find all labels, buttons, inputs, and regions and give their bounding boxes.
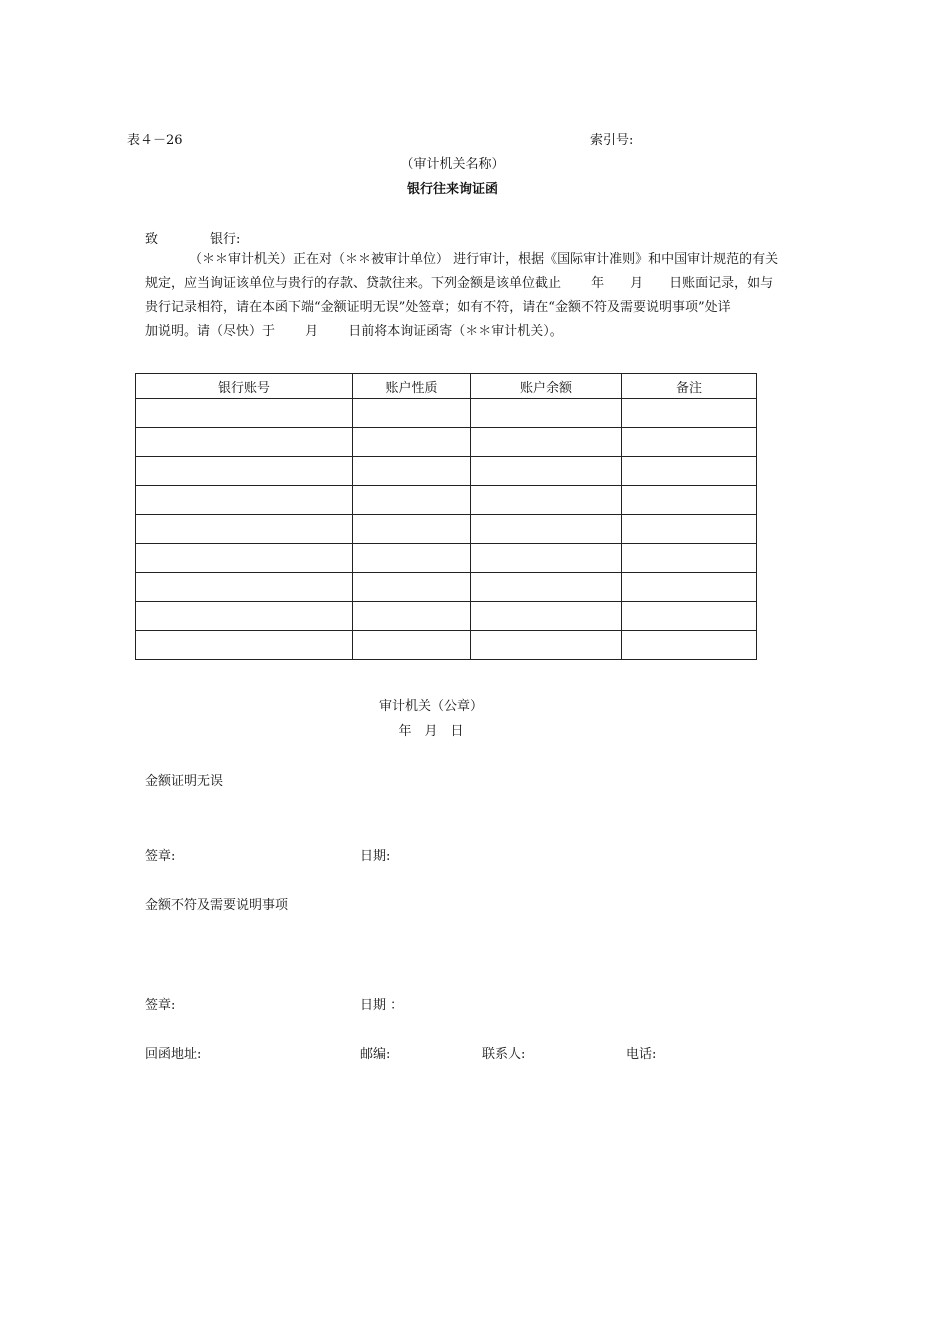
table-cell[interactable] <box>622 428 757 457</box>
table-cell[interactable] <box>353 602 471 631</box>
index-label: 索引号: <box>590 133 634 148</box>
body-line: 加说明。请（尽快）于 月 日前将本询证函寄（＊＊审计机关）。 <box>145 324 563 339</box>
table-cell[interactable] <box>622 573 757 602</box>
table-cell[interactable] <box>136 544 353 573</box>
table-cell[interactable] <box>622 544 757 573</box>
column-header-remarks: 备注 <box>622 374 757 399</box>
body-line: 规定，应当询证该单位与贵行的存款、贷款往来。下列金额是该单位截止 年 月 日账面记录，如与 <box>145 276 774 291</box>
table-cell[interactable] <box>353 457 471 486</box>
reply-address: 回函地址: <box>145 1047 202 1062</box>
table-row <box>136 573 757 602</box>
confirm-diff-label: 金额不符及需要说明事项 <box>145 898 289 913</box>
table-cell[interactable] <box>471 573 622 602</box>
table-cell[interactable] <box>622 399 757 428</box>
confirm-ok-date: 日期: <box>360 849 391 864</box>
confirm-ok-sign: 签章: <box>145 849 176 864</box>
phone: 电话: <box>626 1047 657 1062</box>
seal-date: 年 月 日 <box>398 724 464 739</box>
table-cell[interactable] <box>471 428 622 457</box>
table-cell[interactable] <box>471 631 622 660</box>
table-row <box>136 602 757 631</box>
account-table <box>135 373 757 660</box>
form-number: 表４－26 <box>127 133 183 148</box>
confirm-diff-date: 日期 ： <box>360 998 404 1013</box>
table-cell[interactable] <box>136 457 353 486</box>
table-cell[interactable] <box>471 515 622 544</box>
table-cell[interactable] <box>471 544 622 573</box>
table-cell[interactable] <box>136 428 353 457</box>
table-cell[interactable] <box>136 515 353 544</box>
table-cell[interactable] <box>622 457 757 486</box>
table-cell[interactable] <box>136 631 353 660</box>
org-name: （审计机关名称） <box>400 157 505 172</box>
salutation-to: 致 <box>145 232 159 247</box>
table-row <box>136 399 757 428</box>
body-line: 贵行记录相符，请在本函下端“金额证明无误”处签章；如有不符，请在“金额不符及需要说明事项”处详 <box>145 300 731 315</box>
table-cell[interactable] <box>136 399 353 428</box>
page-title: 银行往来询证函 <box>406 182 498 197</box>
postcode: 邮编: <box>360 1047 391 1062</box>
table-cell[interactable] <box>136 573 353 602</box>
table-row <box>136 428 757 457</box>
table-cell[interactable] <box>136 602 353 631</box>
table-cell[interactable] <box>353 544 471 573</box>
table-cell[interactable] <box>471 486 622 515</box>
table-row <box>136 457 757 486</box>
table-row <box>136 544 757 573</box>
table-row <box>136 631 757 660</box>
table-cell[interactable] <box>471 602 622 631</box>
salutation-bank: 银行: <box>210 232 241 247</box>
table-cell[interactable] <box>353 515 471 544</box>
body-line: （＊＊审计机关）正在对（＊＊被审计单位） 进行审计，根据《国际审计准则》和中国审计规范的有关 <box>189 252 779 267</box>
contact-person: 联系人: <box>482 1047 526 1062</box>
table-cell[interactable] <box>353 428 471 457</box>
table-cell[interactable] <box>622 515 757 544</box>
letter-body <box>145 248 807 344</box>
column-header-account-balance: 账户余额 <box>471 374 622 399</box>
table-header-row <box>136 374 757 399</box>
table-cell[interactable] <box>353 486 471 515</box>
table-cell[interactable] <box>353 399 471 428</box>
table-cell[interactable] <box>136 486 353 515</box>
table-row <box>136 515 757 544</box>
confirm-diff-sign: 签章: <box>145 998 176 1013</box>
seal-label: 审计机关（公章） <box>378 699 483 714</box>
table-cell[interactable] <box>353 573 471 602</box>
table-cell[interactable] <box>622 486 757 515</box>
table-cell[interactable] <box>471 457 622 486</box>
table-cell[interactable] <box>353 631 471 660</box>
table-row <box>136 486 757 515</box>
table-cell[interactable] <box>471 399 622 428</box>
confirm-ok-label: 金额证明无误 <box>145 774 224 789</box>
table-cell[interactable] <box>622 631 757 660</box>
column-header-account-type: 账户性质 <box>353 374 471 399</box>
column-header-account-number: 银行账号 <box>136 374 353 399</box>
table-cell[interactable] <box>622 602 757 631</box>
